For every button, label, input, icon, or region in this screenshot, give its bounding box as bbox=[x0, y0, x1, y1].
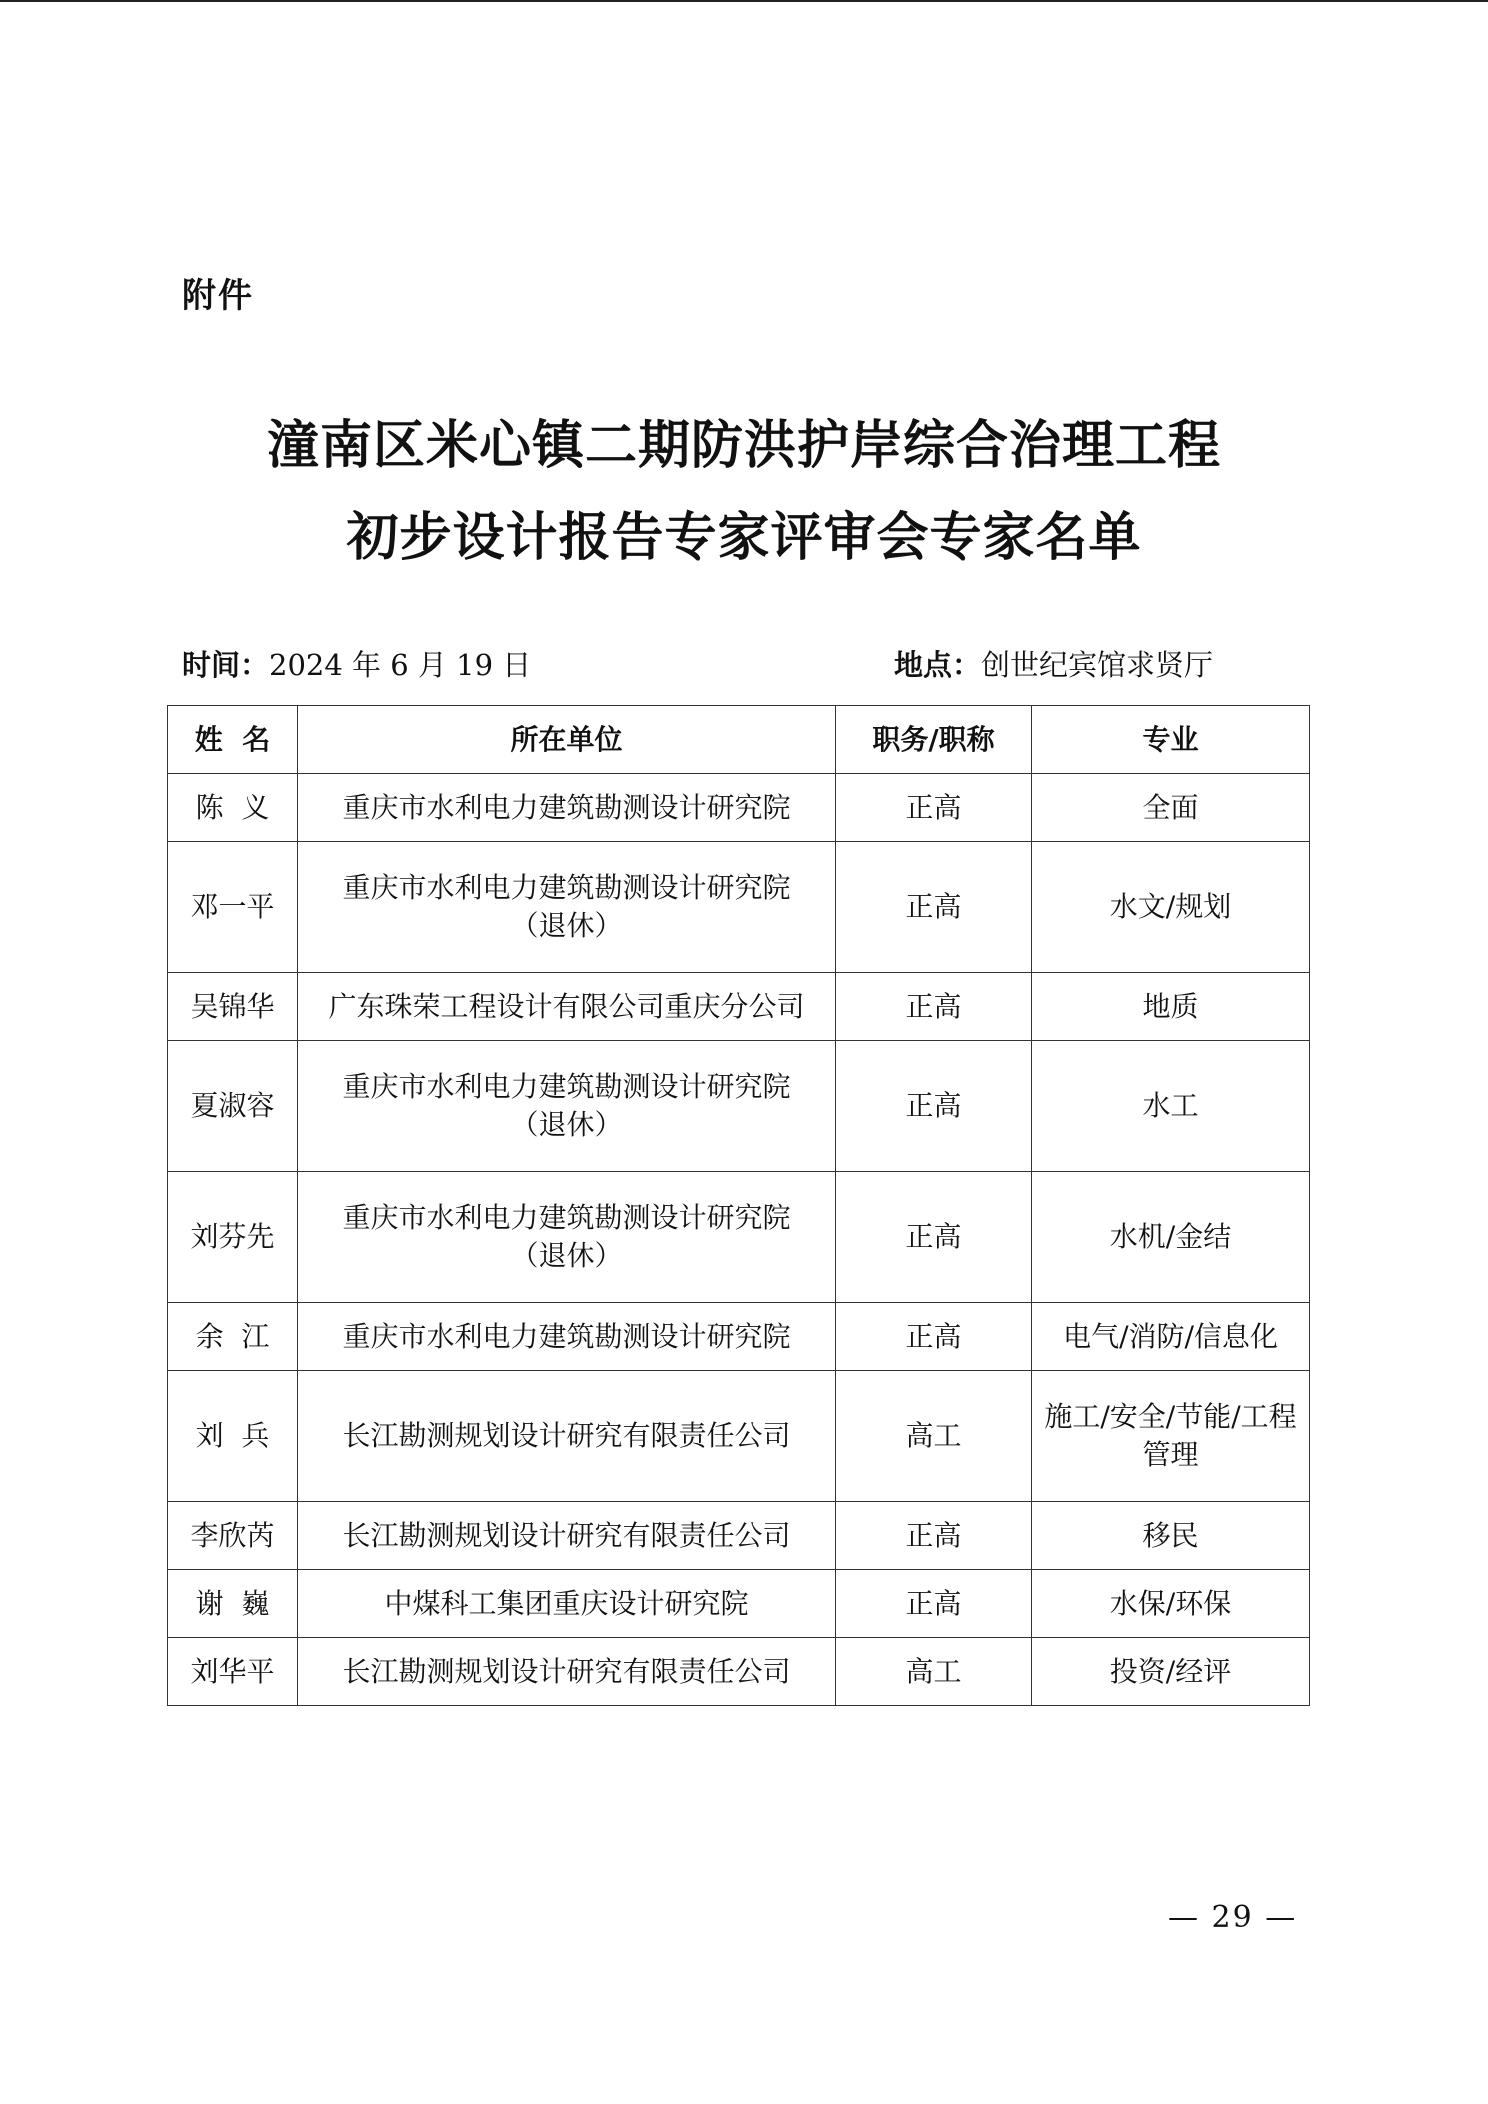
cell-name: 谢 巍 bbox=[168, 1570, 298, 1638]
cell-specialty: 水文/规划 bbox=[1032, 842, 1310, 973]
time-label: 时间： bbox=[182, 648, 270, 682]
cell-name: 陈 义 bbox=[168, 774, 298, 842]
cell-organization bbox=[298, 1638, 836, 1706]
retired-note: （退休） bbox=[510, 909, 623, 942]
table-row bbox=[168, 1371, 1310, 1502]
table-row bbox=[168, 1570, 1310, 1638]
header-organization: 所在单位 bbox=[298, 706, 836, 774]
table-row bbox=[168, 1303, 1310, 1371]
meeting-time bbox=[182, 645, 531, 685]
table-header-row bbox=[168, 706, 1310, 774]
document-title bbox=[0, 400, 1488, 584]
organization-text: 长江勘测规划设计研究有限责任公司 bbox=[342, 1518, 791, 1552]
table-row bbox=[168, 1041, 1310, 1172]
organization-text: 重庆市水利电力建筑勘测设计研究院 bbox=[342, 790, 791, 824]
cell-title: 正高 bbox=[836, 1172, 1032, 1303]
cell-specialty: 全面 bbox=[1032, 774, 1310, 842]
table-row bbox=[168, 1502, 1310, 1570]
cell-title: 高工 bbox=[836, 1371, 1032, 1502]
cell-specialty: 水工 bbox=[1032, 1041, 1310, 1172]
cell-name: 刘芬先 bbox=[168, 1172, 298, 1303]
table-row bbox=[168, 842, 1310, 973]
expert-list-table bbox=[167, 705, 1310, 1706]
cell-organization bbox=[298, 774, 836, 842]
cell-title: 正高 bbox=[836, 1041, 1032, 1172]
retired-note: （退休） bbox=[510, 1239, 623, 1272]
organization-text: 长江勘测规划设计研究有限责任公司 bbox=[342, 1654, 791, 1688]
organization-text: 重庆市水利电力建筑勘测设计研究院 bbox=[342, 1070, 791, 1103]
retired-note: （退休） bbox=[510, 1108, 623, 1141]
time-value: 2024 年 6 月 19 日 bbox=[269, 648, 532, 682]
organization-text: 中煤科工集团重庆设计研究院 bbox=[384, 1586, 749, 1620]
table-row bbox=[168, 1172, 1310, 1303]
cell-title: 正高 bbox=[836, 1303, 1032, 1371]
cell-title: 正高 bbox=[836, 1570, 1032, 1638]
organization-text: 重庆市水利电力建筑勘测设计研究院 bbox=[342, 1201, 791, 1234]
organization-text: 重庆市水利电力建筑勘测设计研究院 bbox=[342, 871, 791, 904]
table-row bbox=[168, 973, 1310, 1041]
cell-specialty: 水机/金结 bbox=[1032, 1172, 1310, 1303]
page-number: — 29 — bbox=[1168, 1900, 1298, 1935]
cell-organization bbox=[298, 1502, 836, 1570]
organization-text: 重庆市水利电力建筑勘测设计研究院 bbox=[342, 1319, 791, 1353]
cell-name: 吴锦华 bbox=[168, 973, 298, 1041]
cell-specialty: 施工/安全/节能/工程管理 bbox=[1032, 1371, 1310, 1502]
title-line-1: 潼南区米心镇二期防洪护岸综合治理工程 bbox=[266, 415, 1221, 476]
header-specialty: 专业 bbox=[1032, 706, 1310, 774]
top-border-line bbox=[0, 0, 1488, 2]
cell-specialty: 水保/环保 bbox=[1032, 1570, 1310, 1638]
place-value: 创世纪宾馆求贤厅 bbox=[981, 648, 1214, 682]
table-row bbox=[168, 1638, 1310, 1706]
attachment-label: 附件 bbox=[182, 276, 254, 316]
cell-organization bbox=[298, 1041, 836, 1172]
cell-organization bbox=[298, 973, 836, 1041]
meeting-place bbox=[894, 645, 1213, 685]
cell-title: 正高 bbox=[836, 973, 1032, 1041]
cell-specialty: 投资/经评 bbox=[1032, 1638, 1310, 1706]
cell-name: 李欣芮 bbox=[168, 1502, 298, 1570]
cell-organization bbox=[298, 1570, 836, 1638]
cell-title: 正高 bbox=[836, 774, 1032, 842]
cell-name: 刘 兵 bbox=[168, 1371, 298, 1502]
cell-specialty: 电气/消防/信息化 bbox=[1032, 1303, 1310, 1371]
cell-organization bbox=[298, 1371, 836, 1502]
cell-specialty: 地质 bbox=[1032, 973, 1310, 1041]
cell-name: 刘华平 bbox=[168, 1638, 298, 1706]
organization-text: 广东珠荣工程设计有限公司重庆分公司 bbox=[328, 989, 805, 1023]
cell-title: 高工 bbox=[836, 1638, 1032, 1706]
table-row bbox=[168, 774, 1310, 842]
cell-organization bbox=[298, 1172, 836, 1303]
cell-title: 正高 bbox=[836, 842, 1032, 973]
title-line-2: 初步设计报告专家评审会专家名单 bbox=[346, 507, 1142, 568]
cell-name: 邓一平 bbox=[168, 842, 298, 973]
organization-text: 长江勘测规划设计研究有限责任公司 bbox=[342, 1419, 791, 1452]
cell-organization bbox=[298, 842, 836, 973]
cell-specialty: 移民 bbox=[1032, 1502, 1310, 1570]
cell-title: 正高 bbox=[836, 1502, 1032, 1570]
cell-name: 夏淑容 bbox=[168, 1041, 298, 1172]
header-title: 职务/职称 bbox=[836, 706, 1032, 774]
header-name: 姓 名 bbox=[168, 706, 298, 774]
place-label: 地点： bbox=[894, 648, 982, 682]
cell-name: 余 江 bbox=[168, 1303, 298, 1371]
cell-organization bbox=[298, 1303, 836, 1371]
